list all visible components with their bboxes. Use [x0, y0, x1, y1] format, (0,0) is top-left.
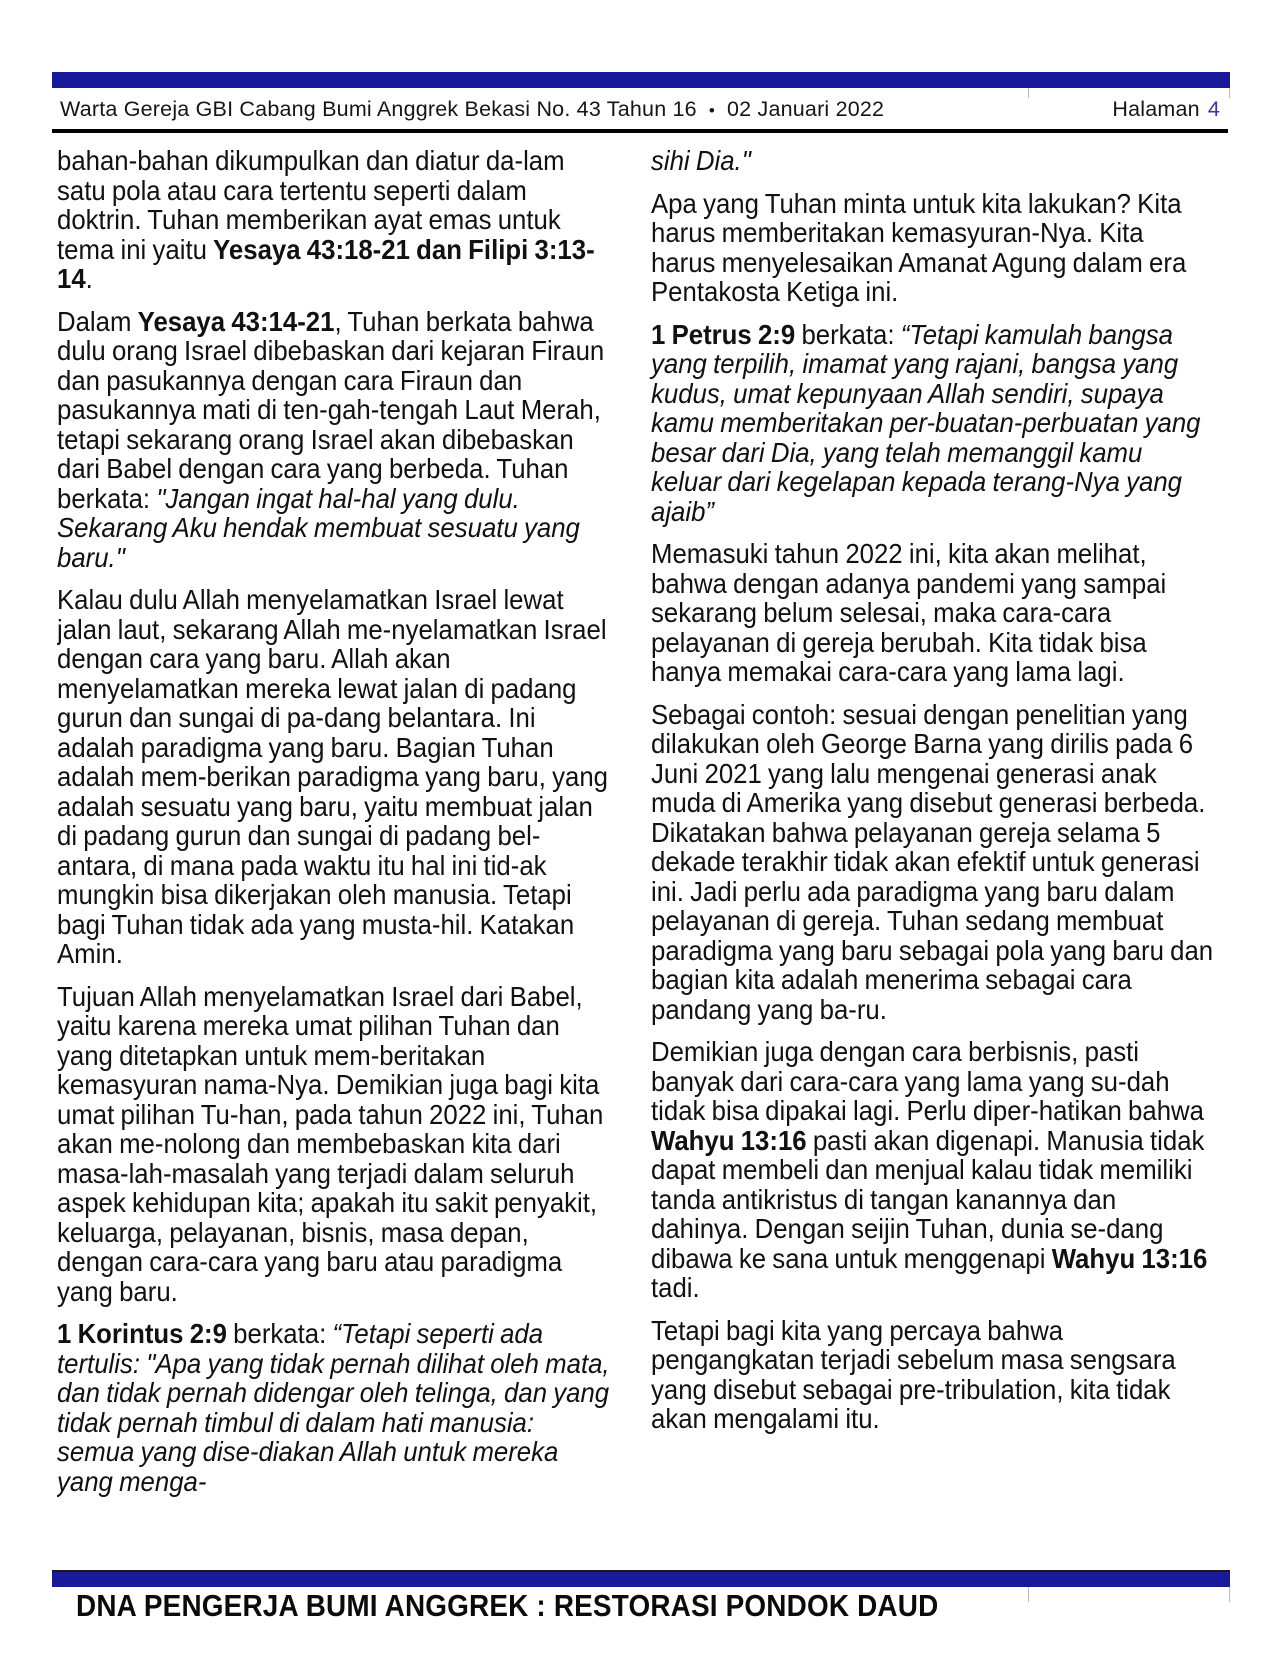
text-run: berkata: — [795, 318, 901, 350]
text-run: "Jangan ingat hal-hal yang dulu. Sekarang Aku hendak membuat sesuatu yang baru." — [57, 482, 580, 573]
paragraph — [57, 307, 613, 573]
paragraph — [651, 700, 1214, 1025]
paragraph — [651, 1316, 1214, 1434]
page-number: 4 — [1207, 97, 1220, 121]
paragraph — [651, 320, 1214, 527]
text-run: sihi Dia." — [651, 146, 751, 176]
paragraph — [57, 1319, 613, 1496]
page-indicator — [1112, 97, 1220, 122]
text-run: Wahyu 13:16 — [651, 1124, 807, 1156]
text-run: tadi. — [651, 1272, 700, 1303]
header — [60, 97, 1220, 131]
text-run: Kalau dulu Allah menyelamatkan Israel lewat jalan laut, sekarang Allah me-nyelamatkan Israel dengan cara yang baru. Allah akan menyelamatkan mereka lewat jalan di padang gurun dan sungai di pa-dang belantara. Ini adalah paradigma yang baru. Bagian Tuhan adalah mem-berikan paradigma yang baru, yang adalah sesuatu yang baru, yaitu membuat jalan di padang gurun dan sungai di padang bel-antara, di mana pada waktu itu hal ini tid-ak mungkin bisa dikerjakan oleh manusia. Tetapi bagi Tuhan tidak ada yang musta-hil. Katakan Amin. — [57, 584, 609, 969]
left-column — [57, 146, 613, 1509]
text-run: berkata: — [226, 1318, 333, 1349]
text-run: Memasuki tahun 2022 ini, kita akan melihat, bahwa dengan adanya pandemi yang sampai sekarang belum selesai, maka cara-cara pelayanan di gereja berubah. Kita tidak bisa hanya memakai cara-cara yang lama lagi. — [651, 538, 1167, 687]
cell-border-tick — [1229, 88, 1230, 98]
text-run: Tetapi bagi kita yang percaya bahwa pengangkatan terjadi sebelum masa sengsara yang disebut sebagai pre-tribulation, kita tidak akan mengalami itu. — [651, 1314, 1176, 1434]
paragraph — [651, 146, 1214, 176]
text-run: Demikian juga dengan cara berbisnis, pasti banyak dari cara-cara yang lama yang su-dah tidak bisa dipakai lagi. Perlu diper-hatikan bahwa — [651, 1036, 1204, 1126]
header-left — [60, 97, 884, 122]
text-run: Yesaya 43:18-21 dan Filipi 3:13-14 — [57, 233, 595, 294]
text-run: 1 Korintus 2:9 — [57, 1318, 227, 1349]
article-columns — [57, 146, 1217, 1560]
text-run: pasti akan digenapi. Manusia tidak dapat membeli dan menjual kalau tidak memiliki tanda antikristus di tangan kanannya dan dahinya. Dengan seijin Tuhan, dunia se-dang dibawa ke sana untuk menggenapi — [651, 1124, 1205, 1274]
paragraph — [651, 189, 1214, 307]
right-column — [651, 146, 1214, 1447]
page-label: Halaman — [1112, 97, 1200, 121]
text-run: Wahyu 13:16 — [1051, 1242, 1208, 1274]
header-rule — [52, 129, 1228, 133]
paragraph — [651, 1037, 1214, 1303]
title-separator-bullet: • — [708, 101, 715, 120]
text-run: , Tuhan berkata bahwa dulu orang Israel dibebaskan dari kejaran Firaun dan pasukannya dengan cara Firaun dan pasukannya mati di ten-gah-tengah Laut Merah, tetapi sekarang orang Israel akan dibebaskan dari Babel dengan cara yang berbeda. Tuhan berkata: — [57, 305, 605, 514]
paragraph — [57, 585, 613, 969]
text-run: Dalam — [57, 305, 138, 337]
text-run: Yesaya 43:14-21 — [137, 305, 335, 337]
paragraph — [57, 982, 613, 1307]
paragraph — [651, 539, 1214, 687]
cell-border-tick — [1028, 1587, 1029, 1602]
footer-slogan: DNA PENGERJA BUMI ANGGREK : RESTORASI PONDOK DAUD — [76, 1588, 939, 1623]
cell-border-tick — [1229, 1587, 1230, 1602]
text-run: bahan-bahan dikumpulkan dan diatur da-lam satu pola atau cara tertentu seperti dalam doktrin. Tuhan memberikan ayat emas untuk tema ini yaitu — [57, 146, 565, 265]
text-run: “Tetapi kamulah bangsa yang terpilih, imamat yang rajani, bangsa yang kudus, umat kepunyaan Allah sendiri, supaya kamu memberitakan per-buatan-perbuatan yang besar dari Dia, yang telah memanggil kamu keluar dari kegelapan kepada terang-Nya yang ajaib” — [651, 318, 1201, 527]
footer-bar — [52, 1570, 1230, 1587]
text-run: Tujuan Allah menyelamatkan Israel dari Babel, yaitu karena mereka umat pilihan Tuhan dan yang ditetapkan untuk mem-beritakan kemasyuran nama-Nya. Demikian juga bagi kita umat pilihan Tu-han, pada tahun 2022 ini, Tuhan akan me-nolong dan membebaskan kita dari masa-lah-masalah yang terjadi dalam seluruh aspek kehidupan kita; apakah itu sakit penyakit, keluarga, pelayanan, bisnis, masa depan, dengan cara-cara yang baru atau paradigma yang baru. — [57, 980, 604, 1307]
text-run: Sebagai contoh: sesuai dengan penelitian yang dilakukan oleh George Barna yang dirilis pada 6 Juni 2021 yang lalu mengenai generasi anak muda di Amerika yang disebut generasi berbeda. Dikatakan bahwa pelayanan gereja selama 5 dekade terakhir tidak akan efektif untuk generasi ini. Jadi perlu ada paradigma yang baru dalam pelayanan di gereja. Tuhan sedang membuat paradigma yang baru sebagai pola yang baru dan bagian kita adalah menerima sebagai cara pandang yang ba-ru. — [651, 698, 1214, 1025]
text-run: Apa yang Tuhan minta untuk kita lakukan? Kita harus memberitakan kemasyuran-Nya. Kita harus menyelesaikan Amanat Agung dalam era Pentakosta Ketiga ini. — [651, 187, 1187, 307]
header-bar — [52, 72, 1230, 88]
text-run: 1 Petrus 2:9 — [651, 318, 796, 350]
issue-date: 02 Januari 2022 — [727, 97, 885, 121]
paragraph — [57, 146, 613, 294]
newsletter-title: Warta Gereja GBI Cabang Bumi Anggrek Bekasi No. 43 Tahun 16 — [60, 97, 697, 121]
text-run: . — [85, 263, 93, 294]
text-run: “Tetapi seperti ada tertulis: "Apa yang tidak pernah dilihat oleh mata, dan tidak pernah didengar oleh telinga, dan yang tidak pernah timbul di dalam hati manusia: semua yang dise-diakan Allah untuk mereka yang menga- — [57, 1318, 610, 1497]
cell-border-tick — [1028, 88, 1029, 98]
